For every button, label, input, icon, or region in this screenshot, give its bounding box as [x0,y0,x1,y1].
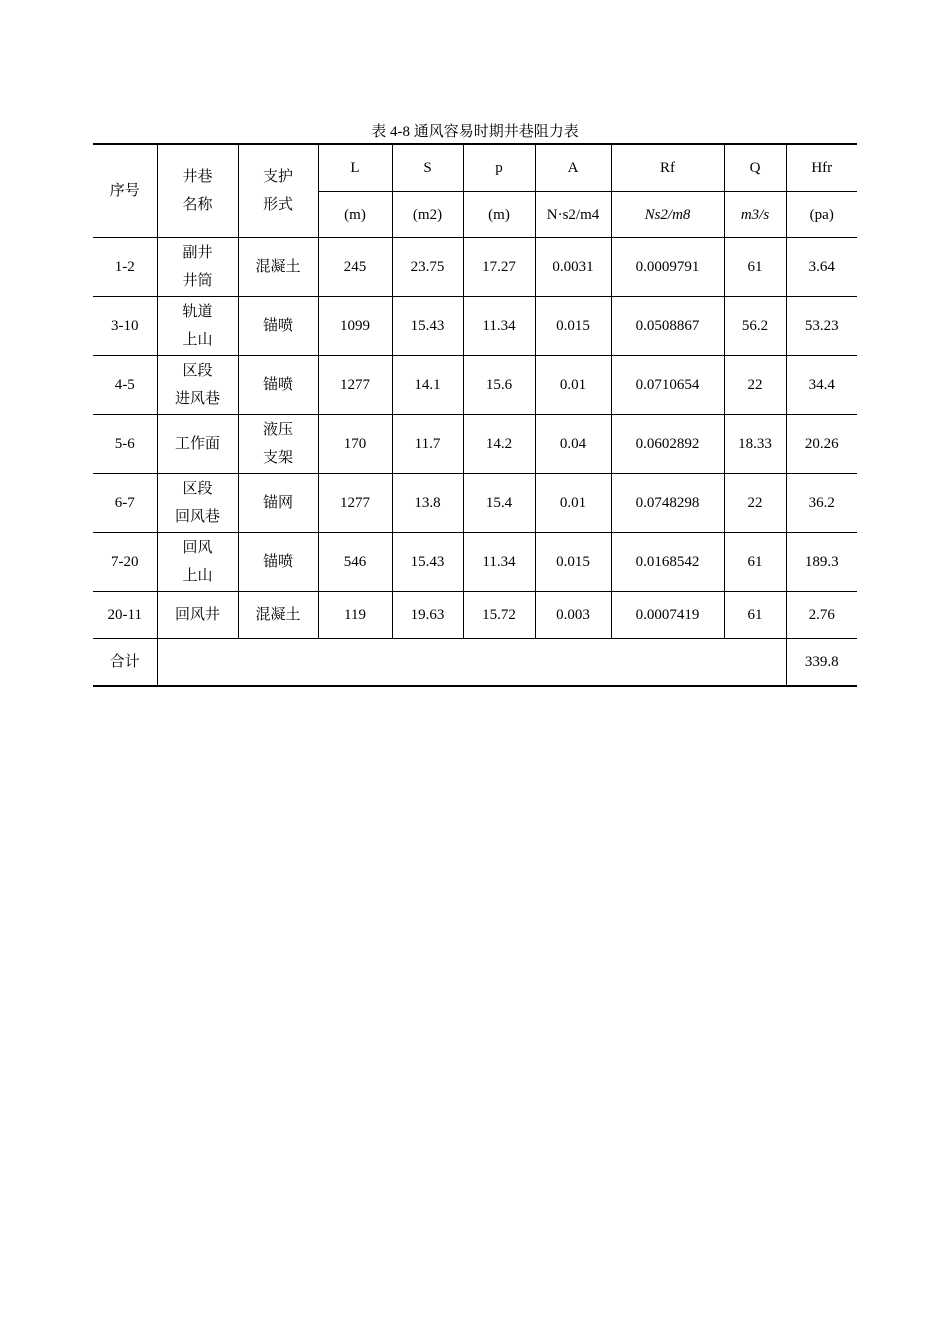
total-hfr: 339.8 [786,639,857,687]
cell-Rf: 0.0009791 [611,238,724,297]
total-label: 合计 [93,639,157,687]
unit-Hfr: (pa) [786,192,857,238]
unit-p: (m) [463,192,535,238]
cell-Rf: 0.0007419 [611,592,724,639]
cell-L: 1099 [318,297,392,356]
header-name [157,144,238,238]
cell-Hfr: 2.76 [786,592,857,639]
cell-support [238,415,318,474]
cell-seq: 5-6 [93,415,157,474]
cell-S: 19.63 [392,592,463,639]
cell-name: 工作面 [157,415,238,474]
cell-Q: 61 [724,533,786,592]
header-L: L [318,144,392,192]
cell-A: 0.01 [535,474,611,533]
cell-A: 0.003 [535,592,611,639]
cell-name [157,297,238,356]
cell-L: 1277 [318,356,392,415]
cell-L: 1277 [318,474,392,533]
cell-Hfr: 34.4 [786,356,857,415]
cell-name-line2: 井筒 [182,273,213,289]
table-row [93,238,857,297]
cell-name-line1: 副井 [182,245,213,261]
header-name-line2: 名称 [182,197,213,213]
table-row [93,533,857,592]
cell-L: 546 [318,533,392,592]
cell-name-line2: 上山 [182,568,213,584]
cell-p: 14.2 [463,415,535,474]
cell-L: 119 [318,592,392,639]
cell-Hfr: 189.3 [786,533,857,592]
header-support-line2: 形式 [262,197,293,213]
cell-Rf: 0.0168542 [611,533,724,592]
total-blank-cell [157,639,786,687]
cell-name-line1: 回风 [182,540,213,556]
header-support-line1: 支护 [262,169,293,185]
cell-support-line1: 液压 [262,422,293,438]
cell-support: 混凝土 [238,592,318,639]
cell-Q: 61 [724,238,786,297]
table-row [93,474,857,533]
cell-Hfr: 3.64 [786,238,857,297]
cell-seq: 20-11 [93,592,157,639]
header-Hfr: Hfr [786,144,857,192]
cell-support: 锚网 [238,474,318,533]
cell-A: 0.015 [535,533,611,592]
cell-name-line2: 回风巷 [174,509,220,525]
cell-S: 23.75 [392,238,463,297]
cell-L: 245 [318,238,392,297]
cell-p: 11.34 [463,533,535,592]
header-p: p [463,144,535,192]
total-row [93,639,857,687]
cell-Hfr: 20.26 [786,415,857,474]
unit-Rf: Ns2/m8 [611,192,724,238]
header-support [238,144,318,238]
cell-S: 13.8 [392,474,463,533]
cell-A: 0.0031 [535,238,611,297]
cell-Rf: 0.0602892 [611,415,724,474]
cell-support: 锚喷 [238,356,318,415]
cell-name-line1: 区段 [182,481,213,497]
cell-Q: 61 [724,592,786,639]
cell-name-line1: 区段 [182,363,213,379]
cell-name: 回风井 [157,592,238,639]
header-S: S [392,144,463,192]
cell-Q: 18.33 [724,415,786,474]
header-name-line1: 井巷 [182,169,213,185]
cell-S: 11.7 [392,415,463,474]
cell-p: 11.34 [463,297,535,356]
cell-name [157,238,238,297]
header-Q: Q [724,144,786,192]
cell-S: 14.1 [392,356,463,415]
unit-A: N·s2/m4 [535,192,611,238]
cell-name [157,356,238,415]
cell-seq: 7-20 [93,533,157,592]
cell-Q: 22 [724,356,786,415]
airway-resistance-table [93,143,857,687]
cell-A: 0.015 [535,297,611,356]
cell-seq: 6-7 [93,474,157,533]
cell-Rf: 0.0710654 [611,356,724,415]
cell-support-line2: 支架 [262,450,293,466]
cell-Rf: 0.0508867 [611,297,724,356]
cell-A: 0.01 [535,356,611,415]
table-row [93,415,857,474]
cell-p: 15.72 [463,592,535,639]
cell-name [157,533,238,592]
unit-S: (m2) [392,192,463,238]
table-row [93,592,857,639]
cell-name-line2: 上山 [182,332,213,348]
unit-L: (m) [318,192,392,238]
cell-Hfr: 36.2 [786,474,857,533]
cell-name [157,474,238,533]
cell-Rf: 0.0748298 [611,474,724,533]
unit-Q: m3/s [724,192,786,238]
cell-support: 锚喷 [238,297,318,356]
header-row [93,144,857,192]
cell-seq: 4-5 [93,356,157,415]
cell-A: 0.04 [535,415,611,474]
header-A: A [535,144,611,192]
cell-S: 15.43 [392,297,463,356]
cell-Q: 22 [724,474,786,533]
cell-p: 15.6 [463,356,535,415]
cell-Q: 56.2 [724,297,786,356]
cell-L: 170 [318,415,392,474]
cell-support: 混凝土 [238,238,318,297]
header-Rf: Rf [611,144,724,192]
table-row [93,297,857,356]
cell-seq: 1-2 [93,238,157,297]
cell-support: 锚喷 [238,533,318,592]
cell-Hfr: 53.23 [786,297,857,356]
cell-name-line2: 进风巷 [174,391,220,407]
table-row [93,356,857,415]
cell-p: 17.27 [463,238,535,297]
table-caption: 表 4-8 通风容易时期井巷阻力表 [371,124,579,140]
cell-seq: 3-10 [93,297,157,356]
cell-p: 15.4 [463,474,535,533]
cell-name-line1: 轨道 [182,304,213,320]
header-seq: 序号 [93,144,157,238]
cell-S: 15.43 [392,533,463,592]
